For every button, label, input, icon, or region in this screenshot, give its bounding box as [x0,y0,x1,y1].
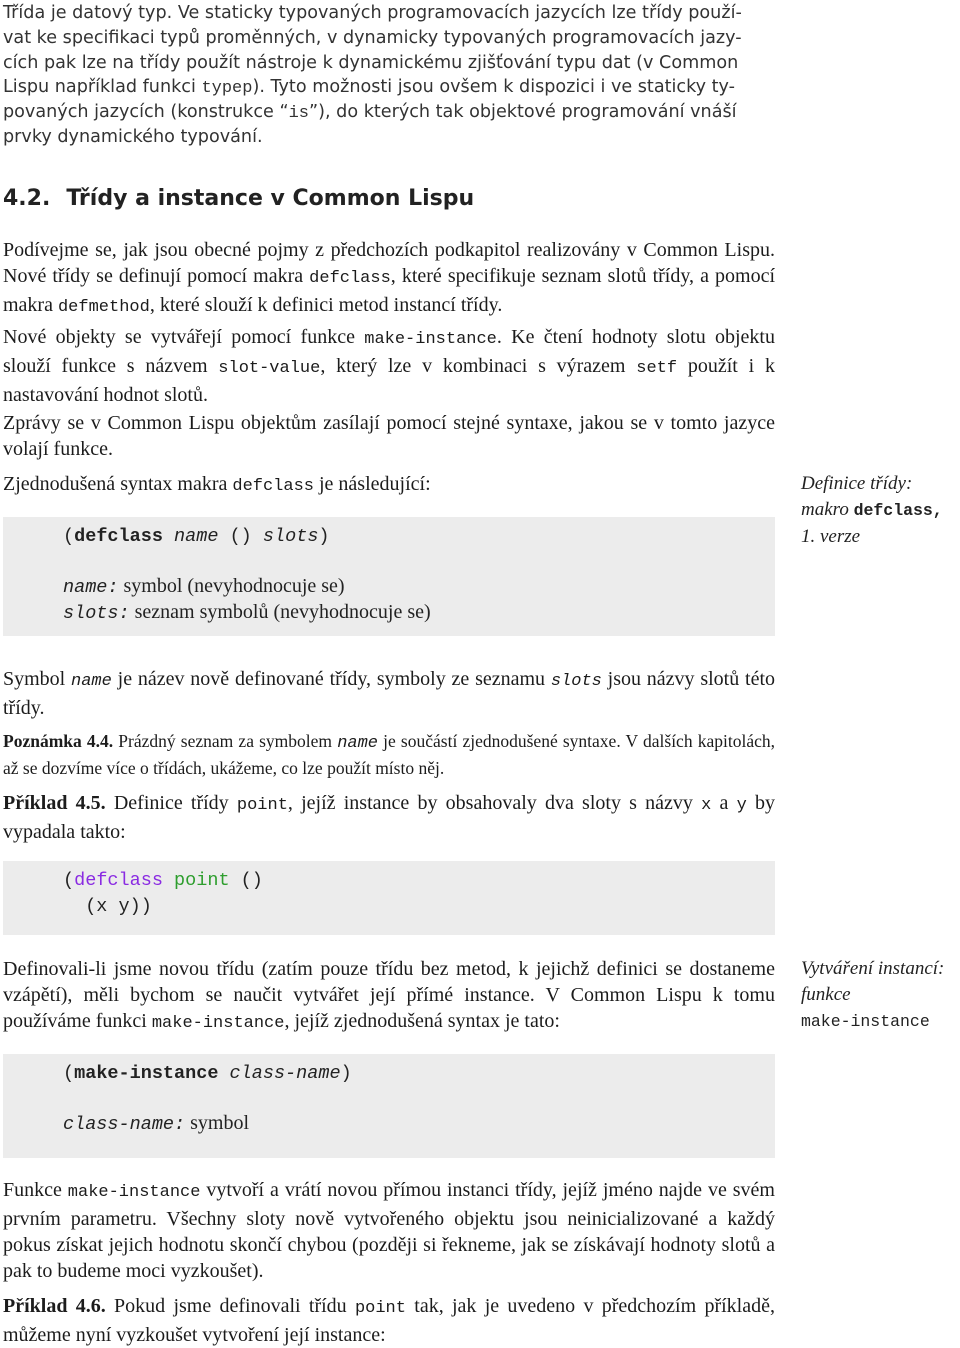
paragraph: Zprávy se v Common Lispu objektům zasílají pomocí stejné syntaxe, jakou se v tomto jazyce volají funkce. [3,412,775,460]
intro-line: Lispu například funkci typep). Tyto možnosti jsou ovšem k dispozici i ve staticky ty- [3,77,735,98]
code-line: (defclass point () [63,870,263,891]
paragraph: Definovali-li jsme novou třídu (zatím pouze třídu bez metod, k jejichž definici se dostaneme vzápětí), měli bychom se naučit vytvářet její přímé instance. V Common Lispu k tomu používáme funkci make-instance, jejíž zjednodušená syntax je tato: [3,958,775,1033]
paragraph: Symbol name je název nově definované třídy, symboly ze seznamu slots jsou názvy slotů této třídy. [3,668,775,719]
note-4-4: Poznámka 4.4. Prázdný seznam za symbolem name je součástí zjednodušené syntaxe. V dalších kapitolách, až se dozvíme více o třídách, ukážeme, co lze použít místo něj. [3,731,775,778]
syntax-definition: name: symbol (nevyhodnocuje se) [63,575,345,598]
defclass-syntax-line: (defclass name () slots) [63,526,330,547]
intro-line: Třída je datový typ. Ve staticky typovaných programovacích jazycích lze třídy použí- [3,3,742,23]
paragraph: Funkce make-instance vytvoří a vrátí novou přímou instanci třídy, jejíž jméno najde ve svém prvním parametru. Všechny sloty nově vytvořeného objektu jsou neinicializované a každý pokus získat jejich hodnotu skončí chybou (později si řekneme, jak se získávají hodnoty slotů a pak to budeme moci vyzkoušet). [3,1179,775,1282]
syntax-definition: slots: seznam symbolů (nevyhodnocuje se) [63,601,431,624]
make-instance-syntax-box [3,1054,775,1158]
section-number: 4.2. [3,186,51,211]
code-line: (x y)) [63,896,152,917]
margin-note-defclass: Definice třídy: makro defclass, 1. verze [801,473,943,547]
section-title: Třídy a instance v Common Lispu [66,186,475,211]
paragraph: Podívejme se, jak jsou obecné pojmy z předchozích podkapitol realizovány v Common Lispu. Nové třídy se definují pomocí makra defclass, které specifikuje seznam slotů třídy, a pomocí makra defmethod, které slouží k definici metod instancí třídy. [3,239,775,317]
intro-line: prvky dynamického typování. [3,127,263,147]
paragraph: Zjednodušená syntax makra defclass je následující: [3,473,431,496]
make-instance-syntax-line: (make-instance class-name) [63,1063,352,1084]
intro-line: povaných jazycích (konstrukce “is”), do kterých tak objektové programování vnáší [3,102,737,123]
syntax-definition: class-name: symbol [63,1112,250,1135]
example-4-6: Příklad 4.6. Pokud jsme definovali třídu point tak, jak je uvedeno v předchozím příkladě, můžeme nyní vyzkoušet vytvoření její instance: [3,1295,775,1346]
paragraph: Nové objekty se vytvářejí pomocí funkce make-instance. Ke čtení hodnoty slotu objektu slouží funkce s názvem slot-value, který lze v kombinaci s výrazem setf použít i k nastavování hodnot slotů. [3,326,775,406]
example-4-5: Příklad 4.5. Definice třídy point, jejíž instance by obsahovaly dva sloty s názvy x a y by vypadala takto: [3,792,775,843]
point-code-box [3,861,775,935]
margin-note-make-instance: Vytváření instancí: funkce make-instance [801,958,945,1031]
defclass-syntax-box [3,517,775,636]
intro-line: vat ke specifikaci typů proměnných, v dynamicky typovaných programovacích jazy- [3,28,742,48]
section-heading [3,186,474,211]
intro-line: cích pak lze na třídy použít nástroje k dynamickému zjišťování typu dat (v Common [3,53,739,73]
